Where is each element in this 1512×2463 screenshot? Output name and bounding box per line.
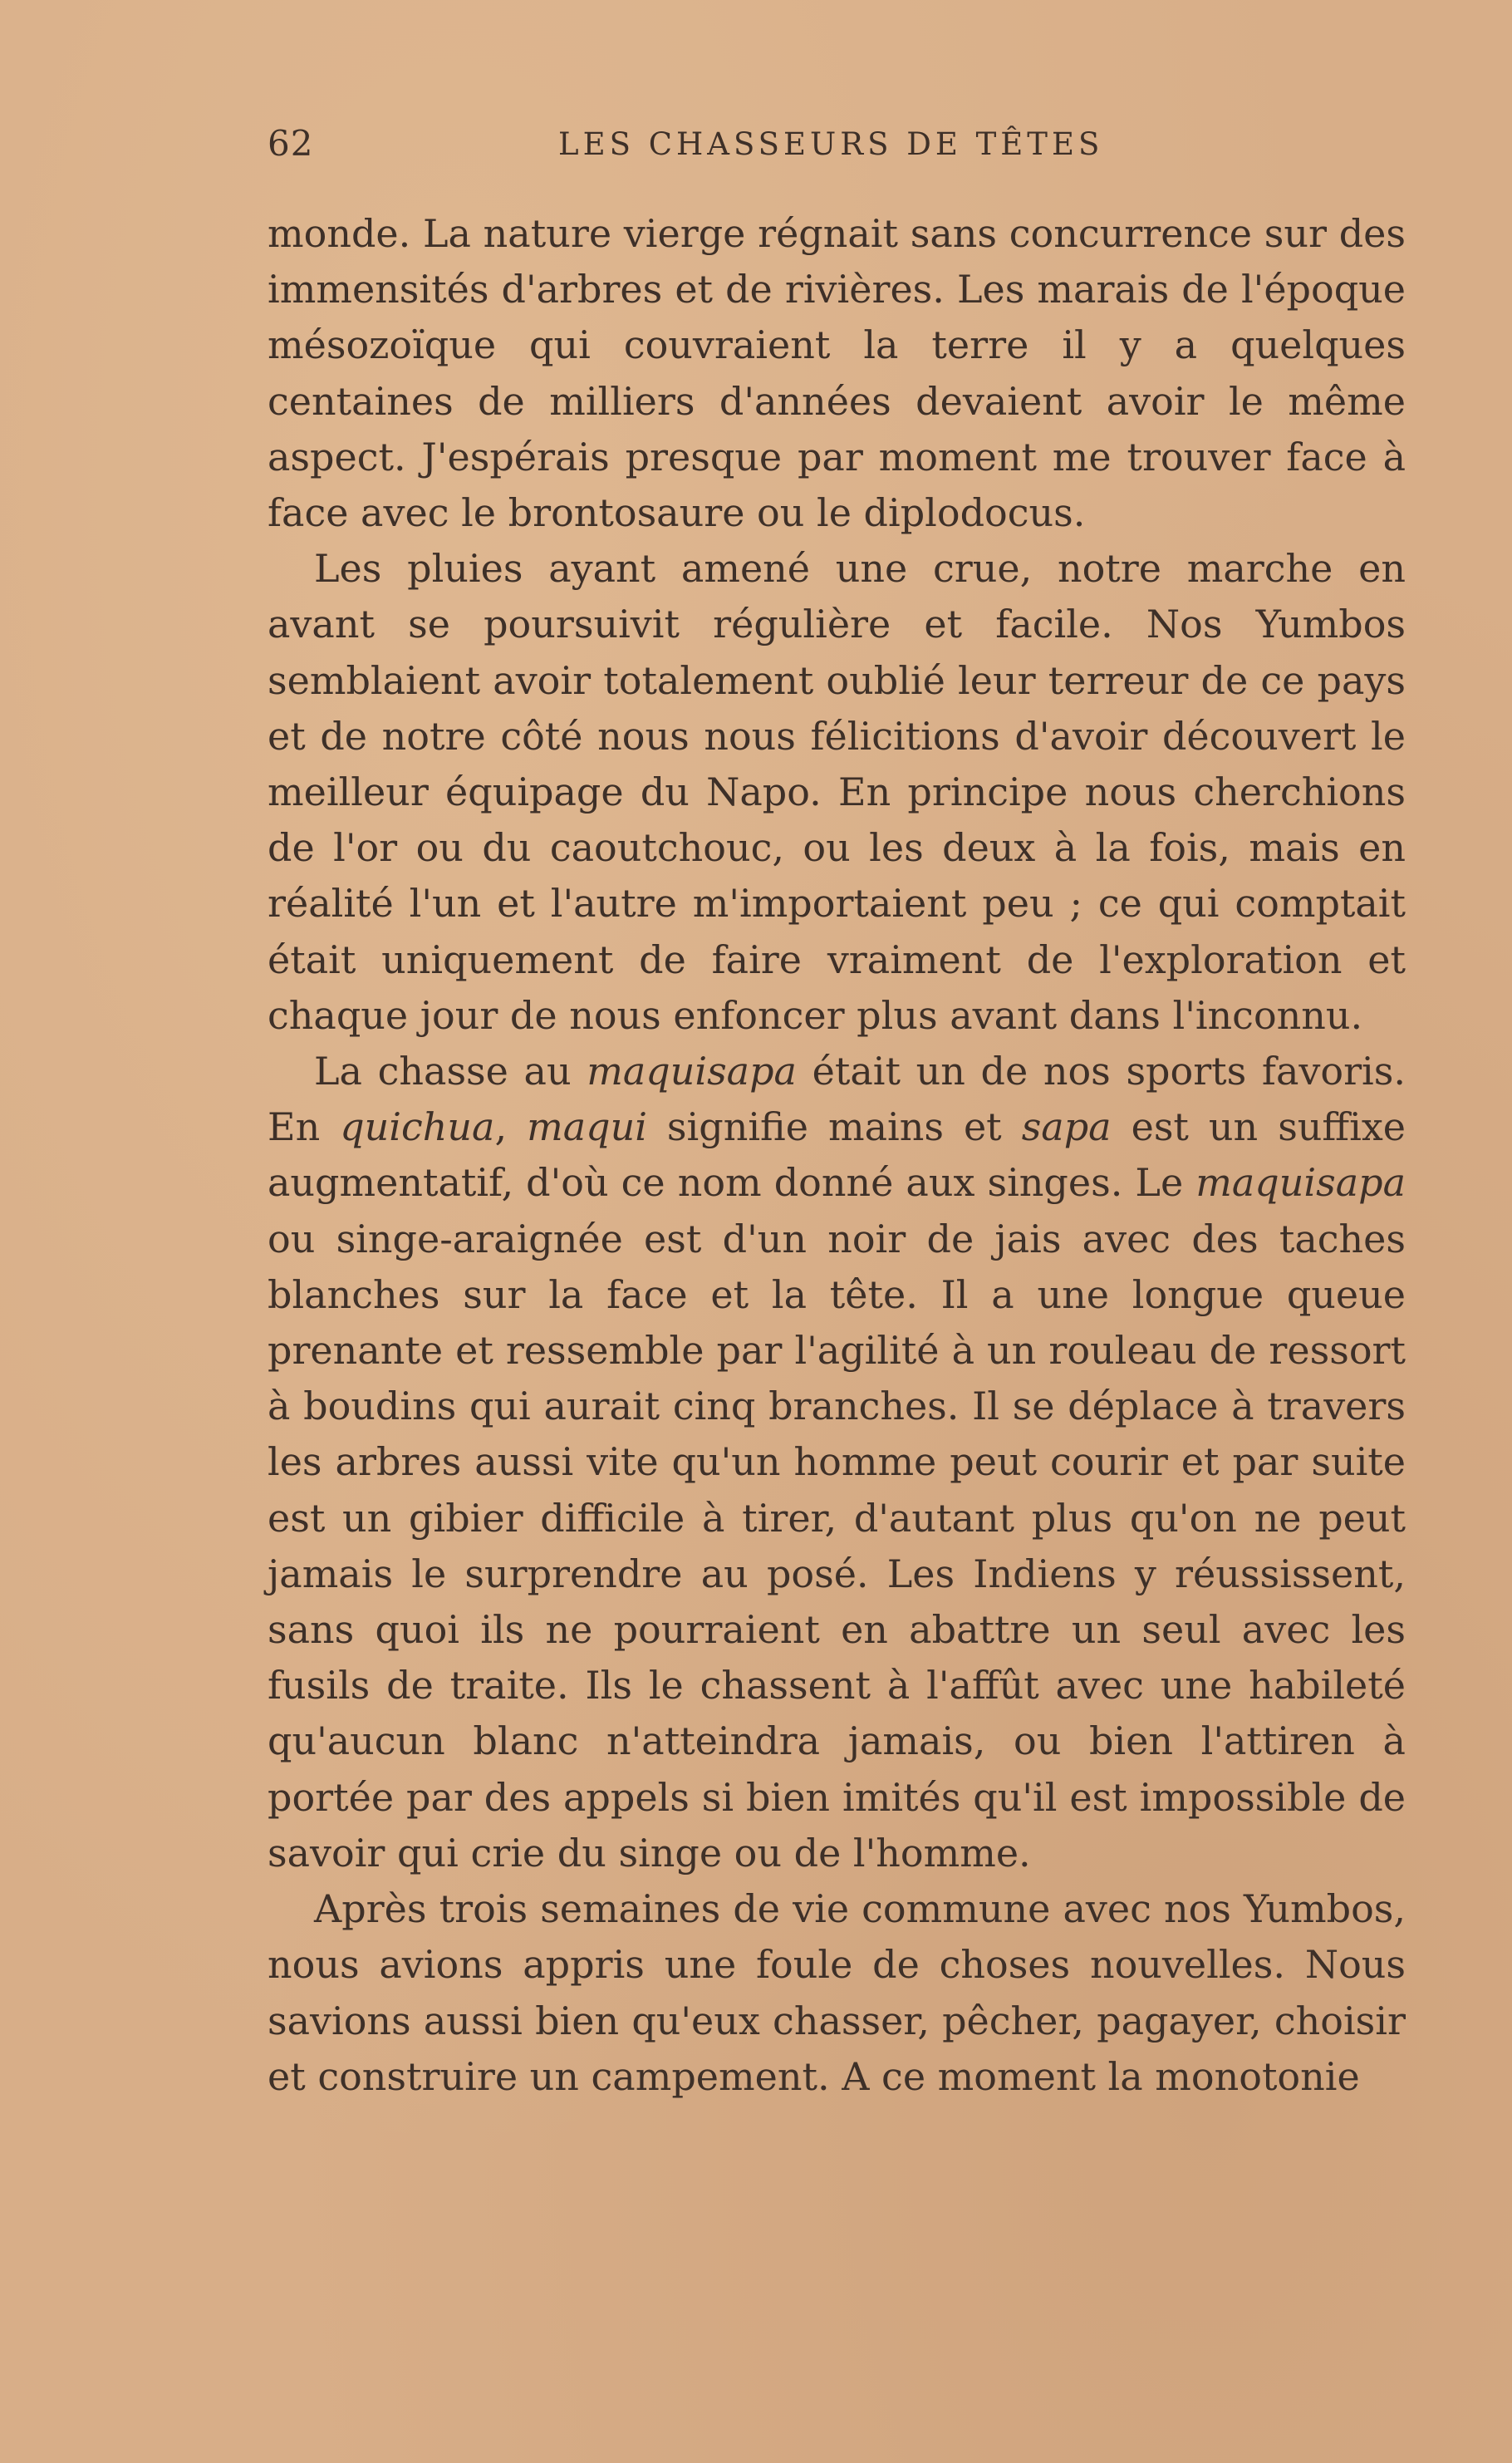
italic-term-maquisapa: maquisapa — [587, 1049, 797, 1094]
page-header — [268, 123, 1406, 173]
paragraph-4 — [268, 1881, 1406, 2105]
body-text — [268, 206, 1406, 2105]
paragraph-3-run: est un suffixe augmentatif, d'où ce nom donné aux singes. Le — [268, 1104, 1406, 1206]
running-title: LES CHASSEURS DE TÊTES — [558, 126, 1104, 162]
paragraph-3-run: ou singe-araignée est d'un noir de jais avec des taches blanches sur la face et la tête. Il a une longue queue prenante et ressemble par l'agilité à un rouleau de ressort à boudins qui aurait cinq branches. Il se déplace à travers les arbres aussi vite qu'un homme peut courir et par suite est un gibier difficile à tirer, d'autant plus qu'on ne peut jamais le surprendre au posé. Les Indiens y réussissent, sans quoi ils ne pourraient en abattre un seul avec les fusils de traite. Ils le chassent à l'affût avec une habileté qu'aucun blanc n'atteindra jamais, ou bien l'attiren à portée par des appels si bien imités qu'il est impossible de savoir qui crie du singe ou de l'homme. — [268, 1216, 1406, 1876]
paragraph-2 — [268, 541, 1406, 1044]
paragraph-3-run: La chasse au — [314, 1049, 587, 1094]
paragraph-3 — [268, 1044, 1406, 1881]
paragraph-3-run: signifie mains et — [646, 1104, 1022, 1150]
paragraph-2-text: Les pluies ayant amené une crue, notre marche en avant se poursuivit régulière et facile. Nos Yumbos semblaient avoir totalement oublié leur terreur de ce pays et de notre côté nous nous félicitions d'avoir découvert le meilleur équipage du Napo. En principe nous cherchions de l'or ou du caoutchouc, ou les deux à la fois, mais en réalité l'un et l'autre m'importaient peu ; ce qui comptait était uniquement de faire vraiment de l'exploration et chaque jour de nous enfoncer plus avant dans l'inconnu. — [268, 546, 1406, 1038]
italic-term-maquisapa: maquisapa — [1195, 1160, 1406, 1206]
italic-term-sapa: sapa — [1021, 1104, 1112, 1150]
page-number: 62 — [268, 123, 314, 164]
paragraph-3-run: était un de nos sports favoris. En — [268, 1049, 1406, 1150]
paragraph-4-text: Après trois semaines de vie commune avec nos Yumbos, nous avions appris une foule de choses nouvelles. Nous savions aussi bien qu'eux chasser, pêcher, pagayer, choisir et construire un campement. A ce moment la monotonie — [268, 1886, 1406, 2099]
paragraph-1-text: monde. La nature vierge régnait sans concurrence sur des immensités d'arbres et de rivières. Les marais de l'époque mésozoïque qui couvraient la terre il y a quelques centaines de milliers d'années devaient avoir le même aspect. J'espérais presque par moment me trouver face à face avec le brontosaure ou le diplodocus. — [268, 211, 1406, 536]
italic-term-maqui: maqui — [527, 1104, 647, 1150]
paragraph-1 — [268, 206, 1406, 541]
italic-term-quichua: quichua — [340, 1104, 495, 1150]
paragraph-3-run: , — [494, 1104, 528, 1150]
